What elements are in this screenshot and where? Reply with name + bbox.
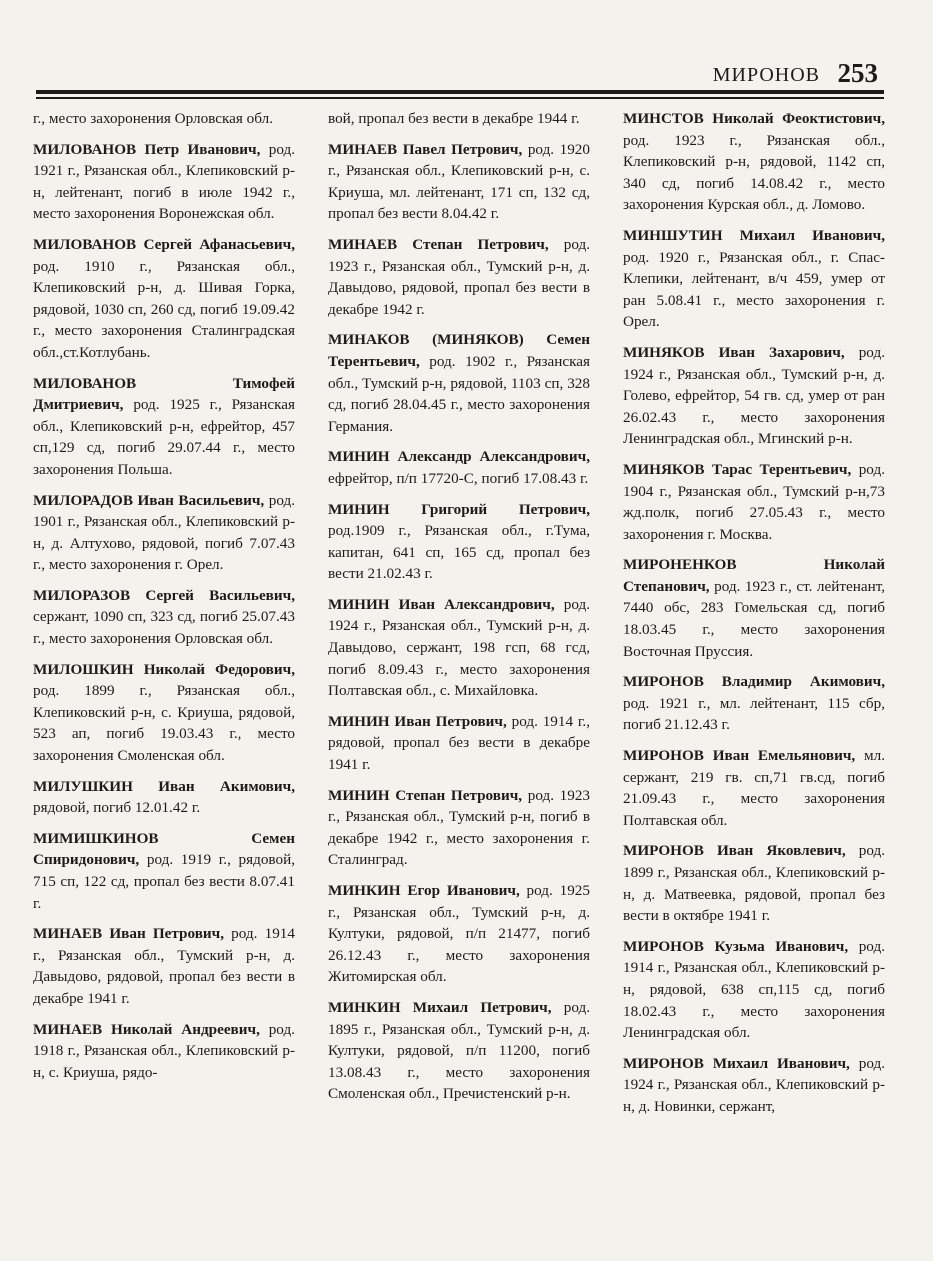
entry (33, 659, 295, 767)
entry-text: рядовой, погиб 12.01.42 г. (33, 799, 201, 817)
entry-name: МИНАКОВ (МИНЯКОВ) Семен Терентьевич, (328, 331, 590, 370)
text-columns (33, 108, 885, 1248)
entry (33, 585, 295, 650)
entry-text: род. 1923 г., Рязанская обл., Клепиковский р-н, рядовой, 1142 сп, 340 сд, погиб 14.08.42 г., место захоронения Курская обл., д. Ломово. (623, 131, 885, 214)
entry-name: МИЛОРАЗОВ Сергей Васильевич, (33, 586, 295, 604)
entry (623, 225, 885, 333)
column-3 (623, 108, 885, 1248)
header-rule-thin (36, 97, 884, 99)
entry-name: МИНИН Григорий Петрович, (328, 500, 590, 518)
running-title: МИРОНОВ (712, 64, 820, 86)
entry-text: род. 1899 г., Рязанская обл., Клепиковский р-н, д. Матвеевка, рядовой, пропал без вести в октябре 1941 г. (623, 842, 885, 925)
entry-name: МИРОНОВ Иван Емельянович, (623, 747, 856, 765)
entry (328, 234, 590, 320)
entry-name: МИРОНОВ Иван Яковлевич, (623, 842, 846, 860)
entry-name: МИЛОВАНОВ Сергей Афанасьевич, (33, 235, 295, 253)
entry-text: род. 1914 г., Рязанская обл., Клепиковский р-н, рядовой, 638 сп,115 сд, погиб 18.02.43 г., место захоронения Ленинградская обл. (623, 937, 885, 1042)
entry (623, 1053, 885, 1118)
entry-text: вой, пропал без вести в декабре 1944 г. (328, 110, 580, 127)
entry-text: род. 1910 г., Рязанская обл., Клепиковский р-н, д. Шивая Горка, рядовой, 1030 сп, 260 сд, погиб 19.09.42 г., место захоронения Сталинградская обл.,ст.Котлубань. (33, 257, 295, 361)
entry-name: МИНЯКОВ Иван Захарович, (623, 343, 845, 361)
entry-text: род. 1901 г., Рязанская обл., Клепиковский р-н, д. Алтухово, рядовой, погиб 7.07.43 г., место захоронения г. Орел. (33, 491, 295, 574)
entry-name: МИЛОВАНОВ Петр Иванович, (33, 140, 261, 158)
entry (33, 490, 295, 576)
entry (33, 1019, 295, 1084)
entry-text: род. 1924 г., Рязанская обл., Тумский р-н, д. Голево, ефрейтор, 54 гв. сд, умер от ран 26.02.43 г., место захоронения Ленинградская обл., Мгинский р-н. (623, 343, 885, 448)
entry-text: род. 1921 г., мл. лейтенант, 115 сбр, погиб 21.12.43 г. (623, 694, 885, 734)
column-1 (33, 108, 295, 1248)
entry-name: МИНИН Степан Петрович, (328, 786, 523, 804)
entry-name: МИНКИН Михаил Петрович, (328, 998, 552, 1016)
entry (33, 923, 295, 1009)
entry (328, 594, 590, 702)
entry-name: МИНАЕВ Иван Петрович, (33, 925, 225, 943)
column-2 (328, 108, 590, 1248)
entry-text: род. 1923 г., Рязанская обл., Тумский р-н, д. Давыдово, рядовой, пропал без вести в декабре 1942 г. (328, 235, 590, 318)
entry (328, 446, 590, 489)
entry-text: род. 1914 г., Рязанская обл., Тумский р-н, д. Давыдово, рядовой, пропал без вести в декабре 1941 г. (33, 925, 295, 1007)
entry-text: род. 1920 г., Рязанская обл., Клепиковский р-н, с. Криуша, мл. лейтенант, 171 сп, 132 сд, пропал без вести 8.04.42 г. (328, 140, 590, 223)
entry-name: МИЛУШКИН Иван Акимович, (33, 777, 295, 795)
entry-name: МИНИН Иван Александрович, (328, 595, 555, 613)
entry-name: МИРОНОВ Владимир Акимович, (623, 673, 885, 691)
entry-text: род.1909 г., Рязанская обл., г.Тума, капитан, 641 сп, 165 сд, пропал без вести 21.02.43 г. (328, 522, 590, 583)
entry-name: МИЛОВАНОВ Тимофей Дмитриевич, (33, 374, 295, 414)
entry-text: мл. сержант, 219 гв. сп,71 гв.сд, погиб 21.09.43 г., место захоронения Полтавская обл. (623, 747, 885, 829)
entry-name: МИМИШКИНОВ Семен Спиридонович, (33, 829, 295, 869)
entry-text: род. 1902 г., Рязанская обл., Тумский р-н, рядовой, 1103 сп, 328 сд, погиб 28.04.45 г., место захоронения Германия. (328, 352, 590, 435)
entry (328, 139, 590, 225)
entry (623, 554, 885, 662)
entry (328, 329, 590, 437)
entry (33, 776, 295, 819)
entry (623, 840, 885, 926)
entry-text: род. 1895 г., Рязанская обл., Тумский р-н, д. Култуки, рядовой, п/п 11200, погиб 13.08.43 г., место захоронения Смоленская обл., Пречистенский р-н. (328, 998, 591, 1103)
entry-text: г., место захоронения Орловская обл. (33, 110, 273, 127)
entry-text: род. 1925 г., Рязанская обл., Тумский р-н, д. Култуки, рядовой, п/п 21477, погиб 26.12.43 г., место захоронения Житомирская обл. (328, 882, 590, 986)
entry-text: род. 1921 г., Рязанская обл., Клепиковский р-н, лейтенант, погиб в июле 1942 г., место захоронения Воронежская обл. (33, 140, 295, 223)
entry-text: род. 1914 г., рядовой, пропал без вести в декабре 1941 г. (328, 712, 591, 774)
entry-name: МИРОНОВ Михаил Иванович, (623, 1054, 850, 1072)
entry (623, 671, 885, 736)
entry-text: род. 1925 г., Рязанская обл., Клепиковский р-н, ефрейтор, 457 сп,129 сд, погиб 29.07.44 г., место захоронения Польша. (33, 396, 295, 478)
entry (328, 108, 590, 130)
entry (33, 828, 295, 914)
entry (33, 373, 295, 481)
header-rule-thick (36, 90, 884, 94)
entry-text: род. 1904 г., Рязанская обл., Тумский р-н,73 жд.полк, погиб 27.05.43 г., место захоронения г. Москва. (623, 460, 885, 543)
entry-name: МИНИН Александр Александрович, (328, 448, 590, 466)
entry-name: МИНШУТИН Михаил Иванович, (623, 226, 885, 244)
entry-text: род. 1918 г., Рязанская обл., Клепиковский р-н, с. Криуша, рядо- (33, 1020, 295, 1081)
entry-text: род. 1923 г., ст. лейтенант, 7440 обс, 283 Гомельская сд, погиб 18.03.45 г., место захоронения Восточная Пруссия. (623, 577, 885, 660)
entry (623, 342, 885, 450)
entry-text: род. 1899 г., Рязанская обл., Клепиковский р-н, с. Криуша, рядовой, 523 ап, погиб 19.03.43 г., место захоронения Смоленская обл. (33, 682, 295, 765)
entry (328, 880, 590, 988)
entry-name: МИНАЕВ Николай Андреевич, (33, 1020, 260, 1038)
entry (33, 139, 295, 225)
entry (623, 459, 885, 545)
entry (623, 745, 885, 831)
entry (328, 499, 590, 585)
entry (33, 108, 295, 130)
entry (623, 936, 885, 1044)
entry-name: МИЛОШКИН Николай Федорович, (33, 660, 295, 678)
entry-name: МИНИН Иван Петрович, (328, 712, 507, 730)
entry-name: МИНСТОВ Николай Феоктистович, (623, 110, 885, 127)
entry-name: МИНАЕВ Степан Петрович, (328, 235, 549, 253)
entry-name: МИРОНОВ Кузьма Иванович, (623, 937, 849, 955)
entry (328, 785, 590, 871)
entry (623, 108, 885, 216)
entry (33, 234, 295, 364)
entry-text: род. 1923 г., Рязанская обл., Тумский р-н, погиб в декабре 1942 г., место захоронения г. Сталинград. (328, 786, 591, 869)
entry-name: МИЛОРАДОВ Иван Васильевич, (33, 491, 265, 509)
entry-text: сержант, 1090 сп, 323 сд, погиб 25.07.43 г., место захоронения Орловская обл. (33, 608, 295, 648)
entry (328, 997, 590, 1105)
entry-name: МИНАЕВ Павел Петрович, (328, 140, 523, 158)
entry-text: род. 1920 г., Рязанская обл., г. Спас-Клепики, лейтенант, в/ч 459, умер от ран 5.08.41 г., место захоронения г. Орел. (623, 248, 885, 331)
entry-text: род. 1924 г., Рязанская обл., Клепиковский р-н, д. Новинки, сержант, (623, 1054, 885, 1115)
entry-text: род. 1919 г., рядовой, 715 сп, 122 сд, пропал без вести 8.07.41 г. (33, 851, 295, 912)
entry (328, 711, 590, 776)
entry-name: МИРОНЕНКОВ Николай Степанович, (623, 556, 885, 595)
entry-name: МИНЯКОВ Тарас Терентьевич, (623, 460, 852, 478)
entry-name: МИНКИН Егор Иванович, (328, 882, 520, 899)
page-number: 253 (837, 58, 878, 88)
entry-text: род. 1924 г., Рязанская обл., Тумский р-н, д. Давыдово, сержант, 198 гсп, 68 гсд, погиб 8.09.43 г., место захоронения Полтавская обл., с. Михайловка. (328, 595, 590, 700)
page-header (36, 56, 884, 90)
entry-text: ефрейтор, п/п 17720-С, погиб 17.08.43 г. (328, 469, 589, 487)
